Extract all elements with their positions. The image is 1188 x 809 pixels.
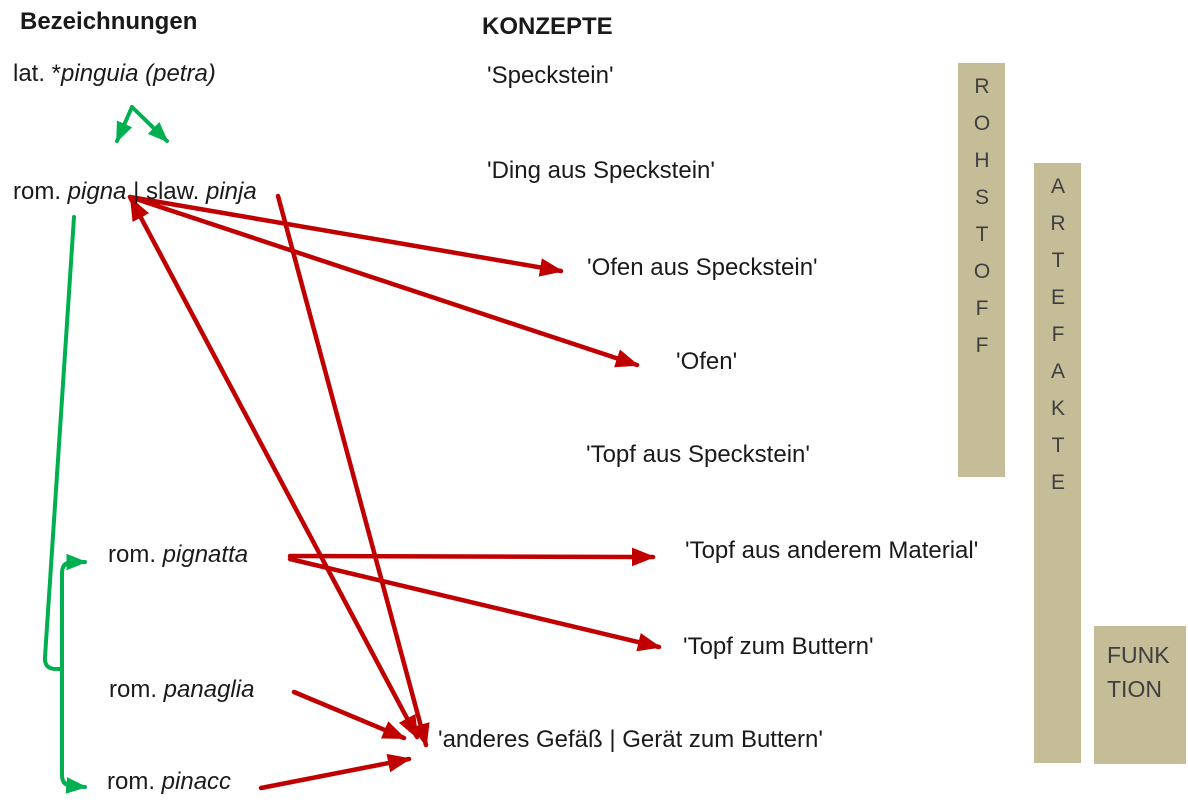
designation-pignatta-term: pignatta [162,541,249,568]
concept-ofen: 'Ofen' [676,348,738,375]
arrow-pigna-to-pinacc [62,669,85,787]
concept-anderes-gefaess: 'anderes Gefäß | Gerät zum Buttern' [438,726,823,753]
arrow-pinacc-to-anderes-gefaess [261,759,409,788]
arrow-pigna-to-pignatta [62,562,85,669]
designation-pinacc-prefix: rom. [107,768,162,795]
designation-pinguia-term: pinguia (petra) [61,60,216,87]
designation-pigna-prefix: rom. [13,178,68,205]
designation-pignatta [108,541,248,569]
green-bracket-stem [45,217,74,669]
designation-pinguia-prefix: lat. * [13,60,62,87]
designation-pigna-term: pigna [67,178,127,205]
designation-pinja-term: pinja [206,178,257,205]
arrow-pinguia-to-pinja [132,107,167,141]
arrow-panaglia-to-anderes-gefaess [294,692,404,738]
arrow-pinguia-to-pigna [117,107,132,141]
arrow-pigna-to-ofen-aus-speckstein [130,197,561,271]
category-box-funktion-line1: FUNK [1107,642,1170,668]
right-column-header [482,13,613,41]
designation-pinacc-term: pinacc [161,768,232,795]
designation-pinguia [13,60,216,88]
concept-ofen-aus-speckstein: 'Ofen aus Speckstein' [587,254,818,281]
left-column-header-label: Bezeichnungen [20,8,198,35]
category-bar-rohstoff-label: ROHSTOFF [970,75,994,371]
designation-pigna-pinja [13,178,257,206]
designation-pinja-prefix: | slaw. [126,178,206,205]
arrow-pignatta-to-topf-aus-anderem-material [290,556,653,557]
left-column-header [20,8,197,36]
designation-panaglia-prefix: rom. [109,676,164,703]
concept-topf-zum-buttern: 'Topf zum Buttern' [683,633,874,660]
designation-panaglia-term: panaglia [163,676,255,703]
concept-speckstein: 'Speckstein' [487,62,614,89]
concept-ding-aus-speckstein: 'Ding aus Speckstein' [487,157,715,184]
designation-pignatta-prefix: rom. [108,541,163,568]
right-column-header-label: KONZEPTE [482,13,613,40]
concept-topf-aus-speckstein: 'Topf aus Speckstein' [586,441,810,468]
category-bar-artefakte [1034,163,1081,763]
category-box-funktion [1094,626,1186,764]
designation-pinacc [107,768,231,796]
category-bar-rohstoff [958,63,1005,477]
arrow-pinja-to-anderes-gefaess [278,196,426,745]
category-box-funktion-line2: TION [1107,676,1162,702]
category-bar-artefakte-label: ARTEFAKTE [1046,175,1070,508]
concept-topf-aus-anderem-material: 'Topf aus anderem Material' [685,537,979,564]
designation-panaglia [109,676,254,704]
